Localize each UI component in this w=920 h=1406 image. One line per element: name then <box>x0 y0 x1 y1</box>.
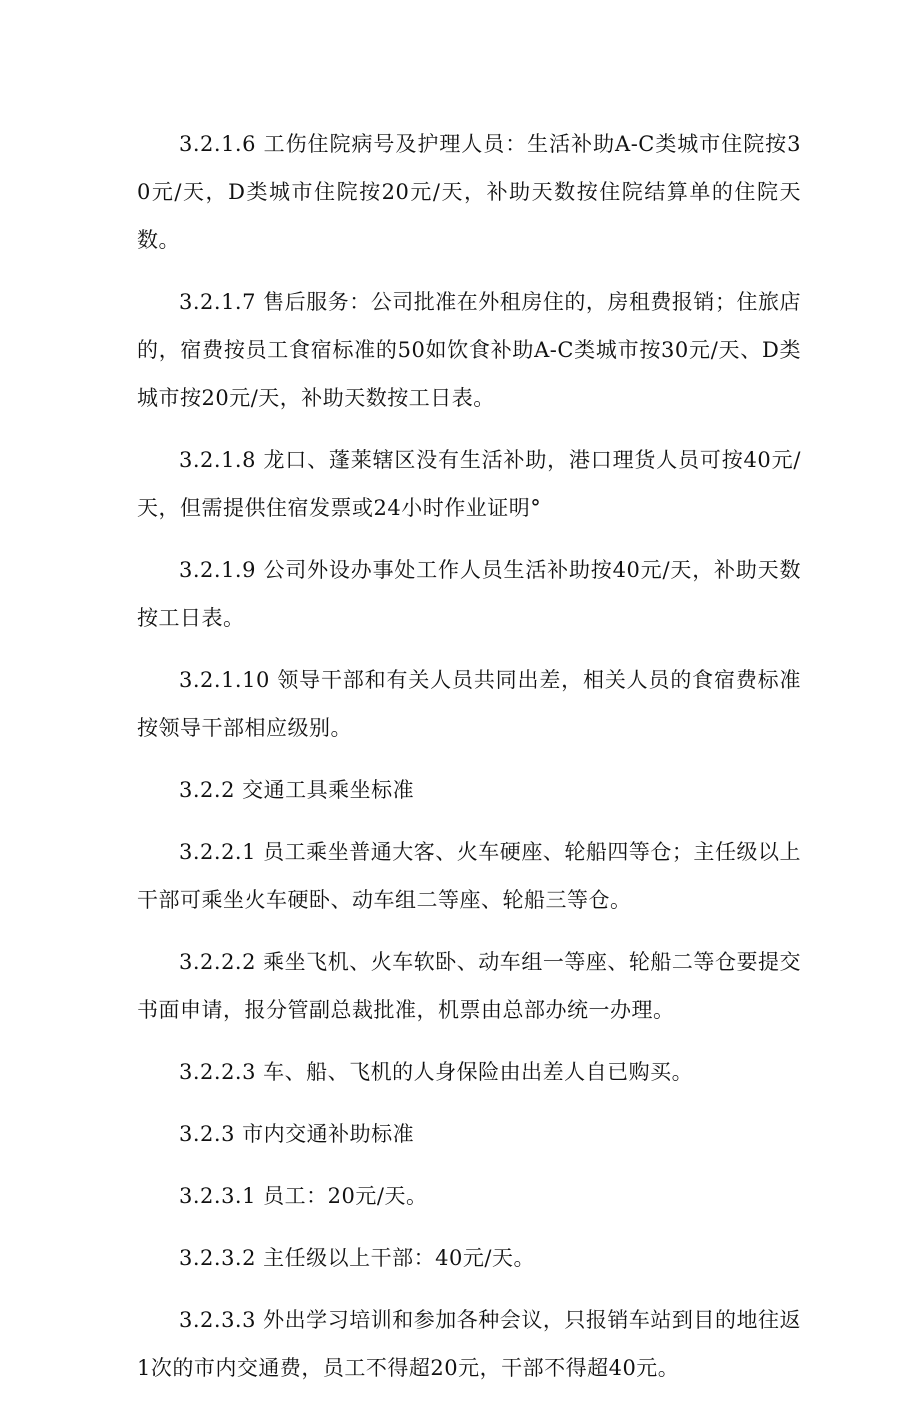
paragraph-3-2-1-9: 3.2.1.9 公司外设办事处工作人员生活补助按40元/天，补助天数按工日表。 <box>137 558 801 630</box>
paragraph-3-2-3-1: 3.2.3.1 员工：20元/天。 <box>179 1184 428 1208</box>
paragraph-3-2-2-3: 3.2.2.3 车、船、飞机的人身保险由出差人自已购买。 <box>179 1060 694 1084</box>
paragraph-3-2-2-2: 3.2.2.2 乘坐飞机、火车软卧、动车组一等座、轮船二等仓要提交书面申请，报分管副总裁批准，机票由总部办统一办理。 <box>137 950 801 1022</box>
document-body <box>137 120 801 1406</box>
paragraph-3-2-1-8: 3.2.1.8 龙口、蓬莱辖区没有生活补助，港口理货人员可按40元/天，但需提供住宿发票或24小时作业证明° <box>137 448 801 520</box>
heading-3-2-2: 3.2.2 交通工具乘坐标准 <box>179 778 415 802</box>
paragraph-3-2-3-3: 3.2.3.3 外出学习培训和参加各种会议，只报销车站到目的地往返1次的市内交通费，员工不得超20元，干部不得超40元。 <box>137 1308 801 1380</box>
paragraph-3-2-1-6: 3.2.1.6 工伤住院病号及护理人员：生活补助A-C类城市住院按30元/天，D类城市住院按20元/天，补助天数按住院结算单的住院天数。 <box>137 132 801 252</box>
paragraph-3-2-3-2: 3.2.3.2 主任级以上干部：40元/天。 <box>179 1246 535 1270</box>
heading-3-2-3: 3.2.3 市内交通补助标准 <box>179 1122 415 1146</box>
paragraph-3-2-1-10: 3.2.1.10 领导干部和有关人员共同出差，相关人员的食宿费标准按领导干部相应级别。 <box>137 668 801 740</box>
paragraph-3-2-2-1: 3.2.2.1 员工乘坐普通大客、火车硬座、轮船四等仓；主任级以上干部可乘坐火车硬卧、动车组二等座、轮船三等仓。 <box>137 840 801 912</box>
paragraph-3-2-1-7: 3.2.1.7 售后服务：公司批准在外租房住的，房租费报销；住旅店的，宿费按员工食宿标准的50如饮食补助A-C类城市按30元/天、D类城市按20元/天，补助天数按工日表。 <box>137 290 801 410</box>
